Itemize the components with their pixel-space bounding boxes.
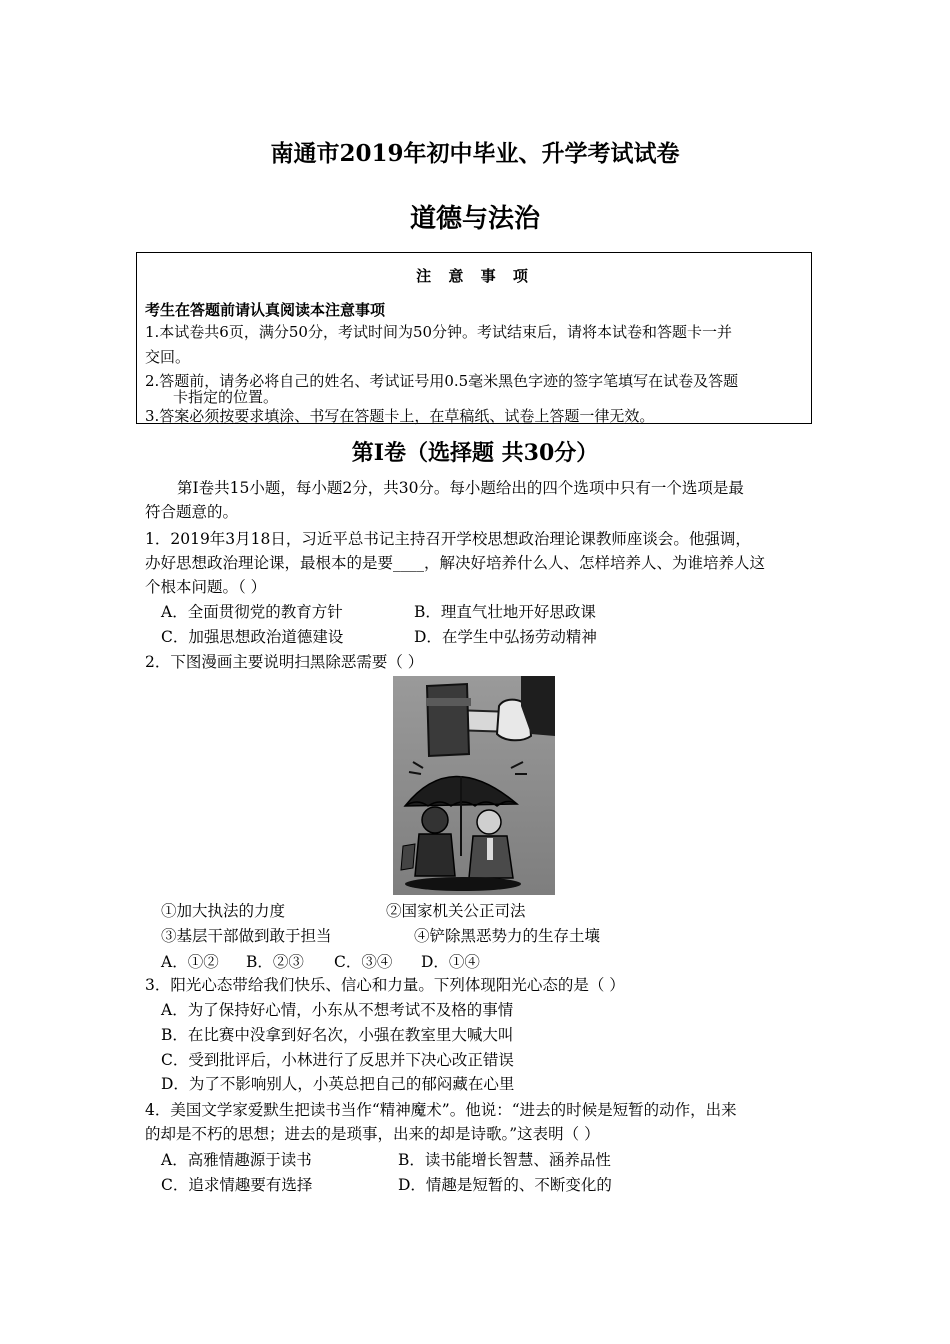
section-title: 第Ⅰ卷（选择题 共30分） [351,440,599,466]
notice-box [136,252,812,424]
section-intro: 符合题意的。 [145,503,239,521]
q1-stem: 办好思想政治理论课，最根本的是要____，解决好培养什么人、怎样培养人、为谁培养人这 [145,554,766,572]
q2-statement-3: ③基层干部做到敢于担当 [161,927,332,945]
q2-option-a: A．①② [161,953,219,971]
q2-option-d: D．①④ [421,953,480,971]
q3-option-c: C．受到批评后，小林进行了反思并下决心改正错误 [161,1051,514,1069]
q2-statement-1: ①加大执法的力度 [161,902,286,920]
q3-stem: 3．阳光心态带给我们快乐、信心和力量。下列体现阳光心态的是（ ） [145,976,625,994]
q1-option-a: A．全面贯彻党的教育方针 [161,603,343,621]
notice-item: 2.答题前，请务必将自己的姓名、考试证号用0.5毫米黑色字迹的签字笔填写在试卷及答题 [145,372,739,390]
q3-option-d: D．为了不影响别人，小英总把自己的郁闷藏在心里 [161,1075,515,1093]
exam-title: 南通市2019年初中毕业、升学考试试卷 [270,140,680,167]
notice-subheading: 考生在答题前请认真阅读本注意事项 [145,301,386,319]
q1-option-c: C．加强思想政治道德建设 [161,628,344,646]
q4-option-a: A．高雅情趣源于读书 [161,1151,312,1169]
notice-item: 3.答案必须按要求填涂、书写在答题卡上，在草稿纸、试卷上答题一律无效。 [145,407,655,425]
q2-statement-4: ④铲除黑恶势力的生存土壤 [414,927,601,945]
q2-option-c: C．③④ [334,953,393,971]
q1-stem: 个根本问题。（ ） [145,578,267,596]
notice-item: 交回。 [145,348,191,366]
subject-title: 道德与法治 [409,204,540,234]
q4-option-c: C．追求情趣要有选择 [161,1176,313,1194]
cartoon-image [393,676,555,895]
q2-stem: 2．下图漫画主要说明扫黑除恶需要（ ） [145,653,424,671]
q4-option-b: B．读书能增长智慧、涵养品性 [398,1151,611,1169]
q1-option-b: B．理直气壮地开好思政课 [414,603,596,621]
q3-option-b: B．在比赛中没拿到好名次，小强在教室里大喊大叫 [161,1026,514,1044]
section-intro: 第Ⅰ卷共15小题，每小题2分，共30分。每小题给出的四个选项中只有一个选项是最 [177,479,744,497]
notice-item: 1.本试卷共6页，满分50分，考试时间为50分钟。考试结束后，请将本试卷和答题卡一并 [145,323,733,341]
q1-option-d: D．在学生中弘扬劳动精神 [414,628,597,646]
q1-stem: 1．2019年3月18日，习近平总书记主持召开学校思想政治理论课教师座谈会。他强调， [145,530,751,548]
q4-option-d: D．情趣是短暂的、不断变化的 [398,1176,612,1194]
q2-statement-2: ②国家机关公正司法 [386,902,526,920]
notice-item: 卡指定的位置。 [173,388,279,406]
q3-option-a: A．为了保持好心情，小东从不想考试不及格的事情 [161,1001,514,1019]
q4-stem: 4．美国文学家爱默生把读书当作“精神魔术”。他说：“进去的时候是短暂的动作，出来 [145,1101,737,1119]
cartoon-illustration [393,676,555,895]
q4-stem: 的却是不朽的思想；进去的是琐事，出来的却是诗歌。”这表明（ ） [145,1125,600,1143]
q2-option-b: B．②③ [246,953,304,971]
notice-heading: 注 意 事 项 [416,267,534,285]
